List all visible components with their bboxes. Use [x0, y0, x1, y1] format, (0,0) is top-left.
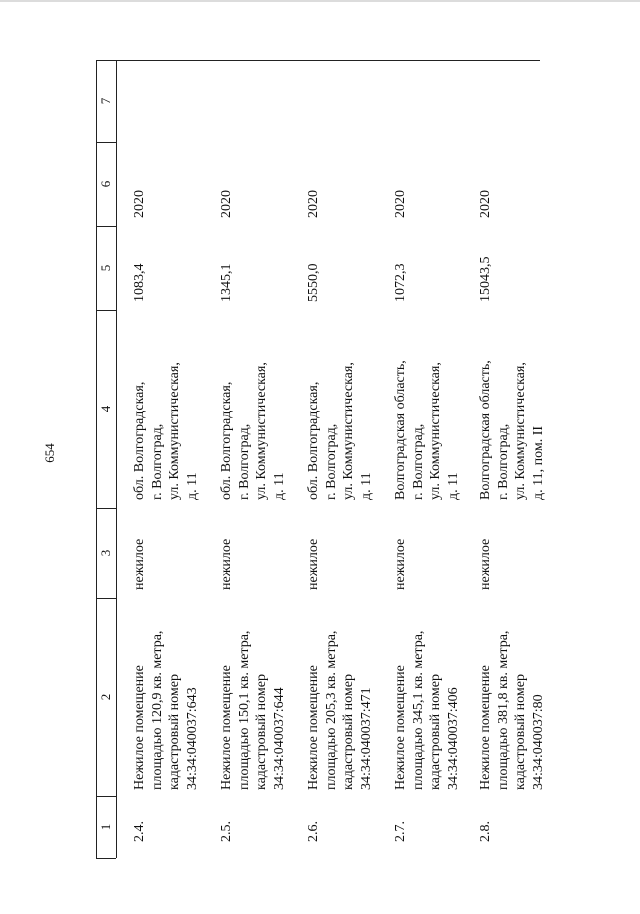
property-description-line: Нежилое помещение — [478, 665, 493, 790]
property-year: 2020 — [306, 190, 321, 218]
row-number: 2.7. — [393, 821, 408, 842]
property-value: 5550,0 — [306, 263, 321, 302]
property-address-line: Волгоградская область, — [478, 360, 493, 500]
property-address-line: обл. Волгоградская, — [132, 381, 147, 500]
property-description-line: кадастровый номер — [167, 674, 182, 790]
table-header-line — [116, 60, 117, 858]
property-description — [218, 631, 288, 790]
property-description-line: кадастровый номер — [254, 674, 269, 790]
row-number: 2.5. — [219, 821, 234, 842]
property-address — [305, 362, 375, 500]
row-number: 2.4. — [132, 821, 147, 842]
column-separator — [96, 858, 116, 859]
property-description-line: площадью 381,8 кв. метра, — [495, 630, 511, 790]
page-number: 654 — [42, 443, 57, 463]
property-value: 15043,5 — [478, 256, 493, 302]
property-type: нежилое — [393, 538, 408, 590]
property-description — [477, 631, 547, 790]
property-address-line: обл. Волгоградская, — [219, 381, 234, 500]
property-value: 1345,1 — [219, 263, 234, 302]
property-address — [218, 362, 288, 500]
property-address-line: д. 11 — [271, 472, 287, 500]
property-address-line: ул. Коммунистическая, — [428, 362, 443, 500]
column-number-1: 1 — [98, 823, 113, 831]
property-description-line: площадью 345,1 кв. метра, — [410, 630, 426, 790]
property-year: 2020 — [132, 190, 147, 218]
property-type: нежилое — [219, 538, 234, 590]
property-address — [392, 360, 462, 500]
property-description — [392, 631, 462, 790]
property-type: нежилое — [478, 538, 493, 590]
property-description-line: 34:34:040037:644 — [271, 687, 287, 790]
property-description-line: кадастровый номер — [341, 674, 356, 790]
property-address-line: ул. Коммунистическая, — [513, 362, 528, 500]
column-number-2: 2 — [98, 693, 113, 701]
property-address-line: д. 11 — [445, 472, 461, 500]
property-year: 2020 — [393, 190, 408, 218]
property-address-line: г. Волгоград, — [323, 423, 339, 500]
property-description-line: площадью 150,1 кв. метра, — [236, 630, 252, 790]
property-address-line: обл. Волгоградская, — [306, 381, 321, 500]
property-description-line: Нежилое помещение — [132, 665, 147, 790]
property-description-line: 34:34:040037:643 — [184, 687, 200, 790]
property-value: 1083,4 — [132, 263, 147, 302]
property-address-line: ул. Коммунистическая, — [254, 362, 269, 500]
property-address-line: ул. Коммунистическая, — [167, 362, 182, 500]
row-number: 2.6. — [306, 821, 321, 842]
property-description — [305, 631, 375, 790]
row-number: 2.8. — [478, 821, 493, 842]
property-address-line: г. Волгоград, — [495, 423, 511, 500]
property-description-line: площадью 120,9 кв. метра, — [149, 630, 165, 790]
property-description-line: кадастровый номер — [428, 674, 443, 790]
table-top-line — [96, 60, 540, 61]
table-outer-line — [96, 60, 97, 858]
column-number-4: 4 — [98, 405, 113, 413]
property-year: 2020 — [478, 190, 493, 218]
property-address — [477, 360, 547, 500]
property-description-line: площадью 205,3 кв. метра, — [323, 630, 339, 790]
property-description-line: 34:34:040037:471 — [358, 687, 374, 790]
property-address-line: д. 11 — [184, 472, 200, 500]
property-address-line: ул. Коммунистическая, — [341, 362, 356, 500]
column-number-6: 6 — [98, 180, 113, 188]
property-value: 1072,3 — [393, 263, 408, 302]
property-address — [131, 362, 201, 500]
column-number-7: 7 — [98, 97, 113, 105]
property-description-line: кадастровый номер — [513, 674, 528, 790]
property-address-line: д. 11 — [358, 472, 374, 500]
property-type: нежилое — [132, 538, 147, 590]
property-description-line: Нежилое помещение — [306, 665, 321, 790]
property-description-line: Нежилое помещение — [219, 665, 234, 790]
property-address-line: Волгоградская область, — [393, 360, 408, 500]
column-number-5: 5 — [98, 264, 113, 272]
property-description — [131, 631, 201, 790]
property-description-line: 34:34:040037:406 — [445, 687, 461, 790]
property-address-line: г. Волгоград, — [149, 423, 165, 500]
property-year: 2020 — [219, 190, 234, 218]
property-address-line: д. 11, пом. II — [530, 425, 546, 500]
property-type: нежилое — [306, 538, 321, 590]
property-address-line: г. Волгоград, — [410, 423, 426, 500]
property-description-line: Нежилое помещение — [393, 665, 408, 790]
column-number-3: 3 — [98, 549, 113, 557]
property-description-line: 34:34:040037:80 — [530, 694, 546, 790]
property-address-line: г. Волгоград, — [236, 423, 252, 500]
